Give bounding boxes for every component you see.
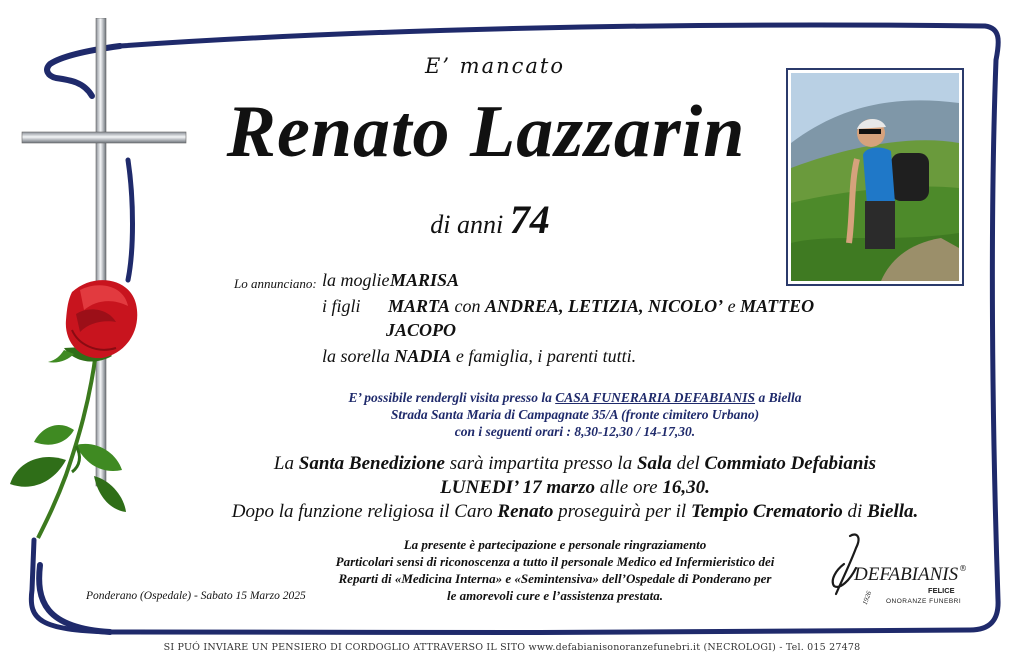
sister-post: e famiglia, i parenti tutti. [455,346,637,366]
child-text: con [450,296,486,316]
family-label: Lo annunciano: [234,276,317,291]
deceased-name: Renato Lazzarin [226,91,746,173]
thanks-line: le amorevoli cure e l’assistenza prestata. [447,588,663,603]
ceremony-date: LUNEDI’ 17 marzo [440,477,595,498]
age-value: 74 [509,197,550,242]
ceremony-text: proseguirà per il [553,501,691,522]
ceremony-text: Tempio Crematorio [690,501,843,522]
ceremony-text: Dopo la funzione religiosa il Caro [231,501,498,522]
visit-address: Strada Santa Maria di Campagnate 35/A (fronte cimitero Urbano) [390,407,760,422]
ceremony-text: Biella. [867,501,919,522]
logo-year: 1926 [860,590,874,606]
visit-line1-pre: E’ possibile rendergli visita presso la [348,390,552,405]
sister-name: NADIA [394,346,452,366]
child-jacopo: JACOPO [386,320,457,340]
logo-registered: ® [959,564,967,573]
ceremony-text: Commiato Defabianis [704,453,877,474]
funeral-home-link[interactable]: CASA FUNERARIA DEFABIANIS [555,390,756,405]
ceremony-line-2 [160,476,990,500]
deceased-photo [786,68,964,286]
wife-relation: la moglie [322,270,390,290]
place-date: Ponderano (Ospedale) - Sabato 15 Marzo 2025 [86,590,306,602]
announcement-subtitle: E’ mancato [424,54,565,78]
ceremony-text: Renato [497,501,554,522]
defabianis-logo [826,528,976,610]
thanks-line: Reparti di «Medicina Interna» e «Semintensiva» dell’Ospedale di Ponderano per [338,571,772,586]
ceremony-line-1 [160,452,990,476]
ceremony-text: Santa Benedizione [298,453,445,474]
ceremony-text: Sala [636,453,672,474]
child-text: e [723,296,741,316]
footer-condolence: SI PUÓ INVIARE UN PENSIERO DI CORDOGLIO ATTRAVERSO IL SITO www.defabianisonoranzefunebri.it (NECROLOGI) - Tel. 015 27478 [163,642,861,653]
ceremony-text: di [842,501,868,522]
visit-info [255,389,895,440]
wife-name: MARISA [390,270,460,290]
ceremony-text: del [671,453,705,474]
ceremony-info [160,452,990,524]
age-line [380,196,600,243]
sister-relation: la sorella [322,346,390,366]
thanks-line: Particolari sensi di riconoscenza a tutto il personale Medico ed Infermieristico dei [335,554,775,569]
child-text: MARTA [388,296,451,316]
logo-subtitle: ONORANZE FUNEBRI [886,598,962,605]
child-text: MATTEO [740,296,815,316]
ceremony-text: alle ore [594,477,663,498]
thanks-line: La presente è partecipazione e personale ringraziamento [403,537,707,552]
sister-line [322,346,636,367]
ceremony-time: 16,30. [662,477,710,498]
children-relation: i figli [322,296,361,316]
rose-icon [4,270,144,540]
ceremony-text: sarà impartita presso la [444,453,637,474]
thanks-note [280,536,830,604]
child-text: ANDREA, LETIZIA, NICOLO’ [485,296,724,316]
ceremony-text: La [273,453,299,474]
visit-hours: con i seguenti orari : 8,30-12,30 / 14-17,30. [454,424,696,439]
logo-felice: FELICE [928,586,955,595]
logo-main: DEFABIANIS [854,564,959,585]
age-prefix: di anni [430,210,504,239]
ceremony-line-3 [160,500,990,524]
children-names [388,296,814,317]
visit-line1-post: a Biella [758,390,802,405]
